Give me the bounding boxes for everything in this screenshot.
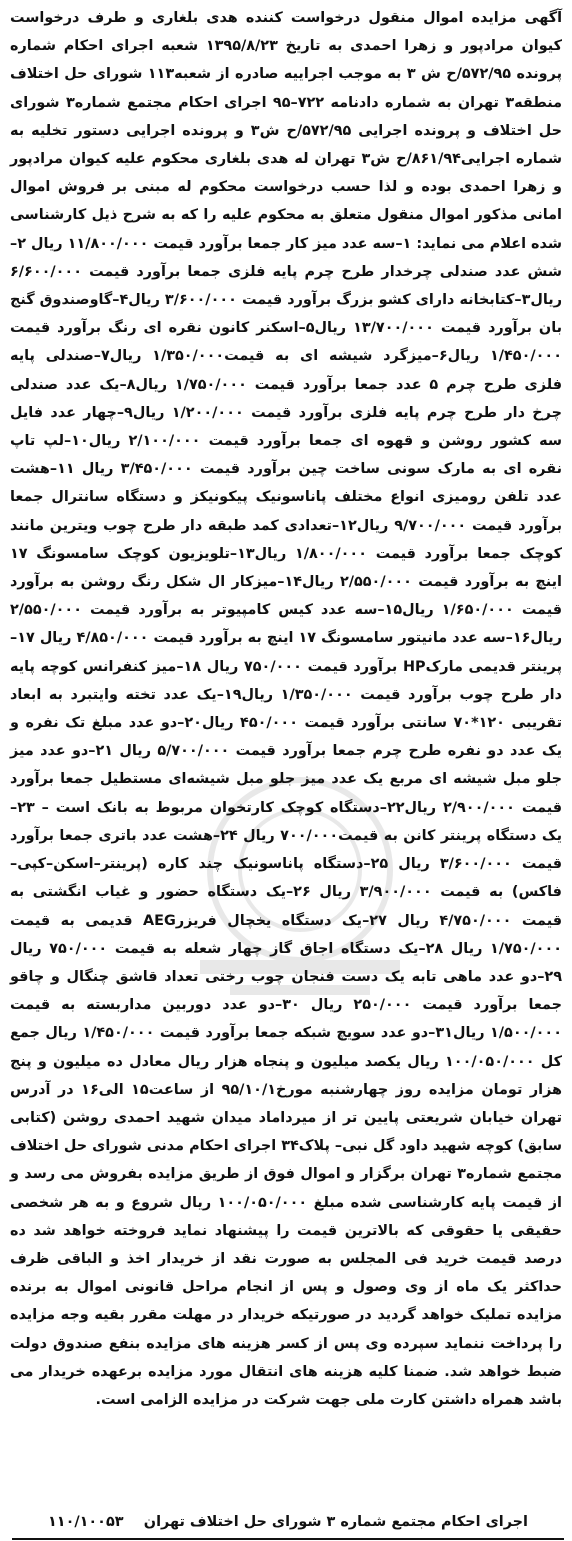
- notice-body: آگهی مزایده اموال منقول درخواست کننده هدی بلغاری و طرف درخواست کیوان مرادپور و زهرا احمدی به تاریخ ۱۳۹۵/۸/۲۳ شعبه اجرای احکام شماره پرونده ۵۷۲/۹۵/ح ش ۳ به موجب اجراییه صادره از شعبه۱۱۳ شورای حل اختلاف منطقه۳ تهران به شماره دادنامه ۷۲۲–۹۵ اجرای احکام مجتمع شماره۳ شورای حل اختلاف و پرونده اجرایی ۵۷۲/۹۵/ح ش۳ و پرونده اجرایی دستور تخلیه به شماره اجرایی۸۶۱/۹۴/ح ش۳ تهران له هدی بلغاری محکوم علیه کیوان مرادپور و زهرا احمدی بوده و لذا حسب درخواست محکوم له مبنی بر فروش اموال امانی مذکور اموال منقول متعلق به محکوم علیه را که به شرح ذیل کارشناسی شده اعلام می نماید: ۱–سه عدد میز کار جمعا برآورد قیمت ۱۱/۸۰۰/۰۰۰ ریال ۲–شش عدد صندلی چرخدار طرح چرم پایه فلزی جمعا برآورد قیمت ۶/۶۰۰/۰۰۰ ریال۳–کتابخانه دارای کشو بزرگ برآورد قیمت ۳/۶۰۰/۰۰۰ ریال۴–گاوصندوق گنج بان برآورد قیمت ۱۳/۷۰۰/۰۰۰ ریال۵–اسکنر کانون نقره ای رنگ برآورد قیمت ۱/۴۵۰/۰۰۰ ریال۶–میزگرد شیشه ای به قیمت۱/۳۵۰/۰۰۰ ریال۷–صندلی پایه فلزی طرح چرم ۵ عدد جمعا برآورد قیمت ۱/۷۵۰/۰۰۰ ریال۸–یک عدد صندلی چرخ دار طرح چرم پایه فلزی برآورد قیمت ۱/۲۰۰/۰۰۰ ریال۹–چهار عدد فایل سه کشور روشن و قهوه ای جمعا برآورد قیمت ۲/۱۰۰/۰۰۰ ریال۱۰–لپ تاپ نقره ای به مارک سونی ساخت چین برآورد قیمت ۳/۴۵۰/۰۰۰ ریال ۱۱–هشت عدد تلفن رومیزی انواع مختلف پاناسونیک پیکونیکز و دستگاه سانترال جمعا برآورد قیمت ۹/۷۰۰/۰۰۰ ریال۱۲–تعدادی کمد طبقه دار طرح چوب ویترین مانند کوچک جمعا برآورد قیمت ۱/۸۰۰/۰۰۰ ریال۱۳–تلویزیون کوچک سامسونگ ۱۷ اینچ به برآورد قیمت ۲/۵۵۰/۰۰۰ ریال۱۴–میزکار ال شکل رنگ روشن به برآورد قیمت ۱/۶۵۰/۰۰۰ ریال۱۵–سه عدد کیس کامپیوتر به برآورد قیمت ۲/۵۵۰/۰۰۰ ریال۱۶–سه عدد مانیتور سامسونگ ۱۷ اینچ به برآورد قیمت ۴/۸۵۰/۰۰۰ ریال ۱۷–پرینتر قدیمی مارکHP برآورد قیمت ۷۵۰/۰۰۰ ریال ۱۸–میز کنفرانس کوچه پایه دار طرح چوب برآورد قیمت ۱/۳۵۰/۰۰۰ ریال۱۹–یک عدد تخته وایتبرد به ابعاد تقریبی ۱۲۰*۷۰ سانتی برآورد قیمت ۴۵۰/۰۰۰ ریال۲۰–دو عدد مبلغ تک نفره و یک عدد دو نفره طرح چرم جمعا برآورد قیمت ۵/۷۰۰/۰۰۰ ریال ۲۱–دو عدد میز جلو مبل شیشه ای مربع یک عدد میز جلو مبل شیشه‌ای مستطیل جمعا برآورد قیمت ۲/۹۰۰/۰۰۰ ریال۲۲–دستگاه کوچک کارتخوان مربوط به بانک است – ۲۳–یک دستگاه پرینتر کانن به قیمت۷۰۰/۰۰۰ ریال ۲۴–هشت عدد باتری جمعا برآورد قیمت ۳/۶۰۰/۰۰۰ ریال ۲۵–دستگاه پاناسونیک چند کاره (پرینتر–اسکن–کپی–فاکس) به قیمت ۳/۹۰۰/۰۰۰ ریال ۲۶–یک دستگاه حضور و غیاب انگشتی به قیمت ۴/۷۵۰/۰۰۰ ریال ۲۷–یک دستگاه یخچال فریزرAEG قدیمی به قیمت ۱/۷۵۰/۰۰۰ ریال ۲۸–یک دستگاه اجاق گاز چهار شعله به قیمت ۷۵۰/۰۰۰ ریال ۲۹–دو عدد ماهی تابه یک دست فنجان چوب رختی تعداد قاشق چنگال و چاقو جمعا برآورد قیمت ۲۵۰/۰۰۰ ریال ۳۰–دو عدد دوربین مداربسته به قیمت ۱/۵۰۰/۰۰۰ ریال۳۱–دو عدد سویچ شبکه جمعا برآورد قیمت ۱/۴۵۰/۰۰۰ ریال جمع کل ۱۰۰/۰۵۰/۰۰۰ ریال یکصد میلیون و پنجاه هزار ریال معادل ده میلیون و پنج هزار تومان مزایده روز چهارشنبه مورخ۹۵/۱۰/۱ از ساعت۱۵ الی۱۶ در آدرس تهران خیابان شریعتی پایین تر از میرداماد میدان شهید احمدی روشن (کتابی سابق) کوچه شهید داود گل نبی– پلاک۳۴ اجرای احکام مدنی شورای حل اختلاف مجتمع شماره۳ تهران برگزار و اموال فوق از طریق مزایده بفروش می رسد و از قیمت پایه کارشناسی شده مبلغ ۱۰۰/۰۵۰/۰۰۰ ریال شروع و به هر شخصی حقیقی یا حقوقی که بالاترین قیمت را پیشنهاد نماید فروخته خواهد شد ده درصد قیمت خرید فی المجلس به صورت نقد از خریدار اخذ و الباقی ظرف حداکثر یک ماه از وی وصول و پس از انجام مراحل قانونی اموال به برنده مزایده تملیک خواهد گردید در صورتیکه خریدار در مهلت مقرر بقیه وجه مزایده را پرداخت ننماید سپرده وی پس از کسر هزینه های مزایده بنفع صندوق دولت ضبط خواهد شد. ضمنا کلیه هزینه های انتقال مورد مزایده برعهده خریدار می باشد همراه داشتن کارت ملی جهت شرکت در مزایده الزامی است.: [10, 10, 563, 1408]
- notice-footer: [10, 1508, 562, 1536]
- bottom-divider: [12, 1538, 564, 1540]
- reference-number: ۱۱۰/۱۰۰۵۳: [48, 1514, 124, 1530]
- auction-notice: [10, 4, 562, 1414]
- issuer-line: اجرای احکام مجتمع شماره ۳ شورای حل اختلاف تهران: [143, 1514, 528, 1530]
